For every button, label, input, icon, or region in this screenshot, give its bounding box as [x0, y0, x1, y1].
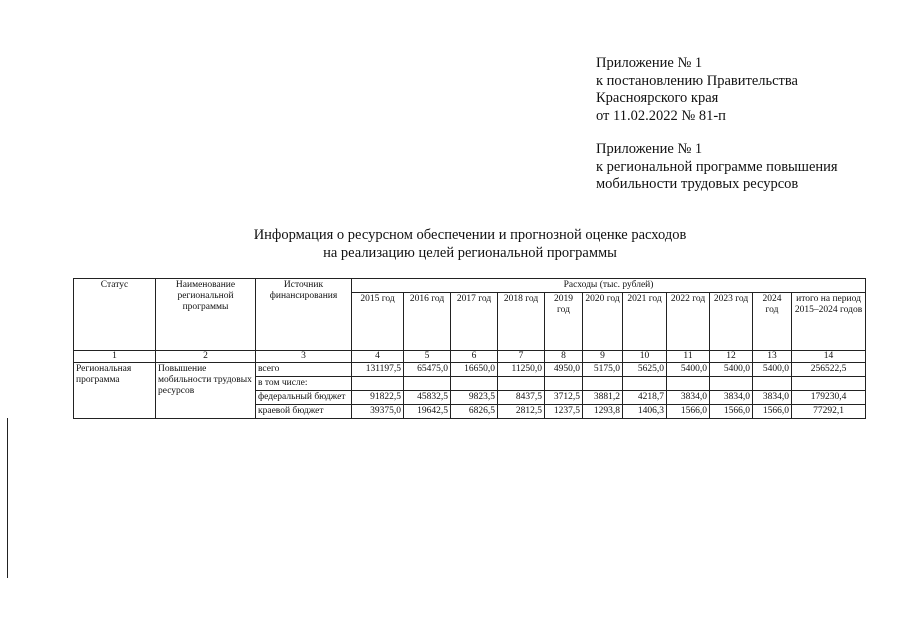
document-title-line: Информация о ресурсном обеспечении и прогнозной оценке расходов — [253, 227, 687, 243]
cell-source: краевой бюджет — [256, 405, 352, 419]
cell-value: 3834,0 — [710, 391, 753, 405]
document-title — [150, 227, 790, 262]
header-total: итого на период 2015–2024 годов — [792, 293, 866, 351]
cell-value: 11250,0 — [498, 363, 545, 377]
cell-value: 65475,0 — [404, 363, 451, 377]
column-number: 14 — [792, 351, 866, 363]
cell-total: 179230,4 — [792, 391, 866, 405]
cell-program-name: Повышение мобильности трудовых ресурсов — [156, 363, 256, 419]
cell-value — [404, 377, 451, 391]
annex-program-line: мобильности трудовых ресурсов — [596, 176, 799, 192]
cell-value: 8437,5 — [498, 391, 545, 405]
column-number: 9 — [583, 351, 623, 363]
annex-program-line: к региональной программе повышения — [596, 158, 838, 175]
header-year: 2018 год — [498, 293, 545, 351]
cell-value: 1566,0 — [753, 405, 792, 419]
header-year: 2016 год — [404, 293, 451, 351]
cell-value: 2812,5 — [498, 405, 545, 419]
cell-value — [451, 377, 498, 391]
header-year: 2024 год — [753, 293, 792, 351]
annex-program-block — [596, 141, 896, 194]
cell-value: 45832,5 — [404, 391, 451, 405]
column-number: 12 — [710, 351, 753, 363]
cell-value: 1406,3 — [623, 405, 667, 419]
header-program-name: Наименование региональной программы — [156, 279, 256, 351]
cell-value — [498, 377, 545, 391]
header-year: 2019 год — [545, 293, 583, 351]
table-header-row — [74, 279, 866, 293]
column-number: 13 — [753, 351, 792, 363]
annex-decree-line: Приложение № 1 — [596, 55, 703, 71]
cell-value: 9823,5 — [451, 391, 498, 405]
table-row-total — [74, 363, 866, 377]
header-status: Статус — [74, 279, 156, 351]
cell-value — [583, 377, 623, 391]
cell-total: 77292,1 — [792, 405, 866, 419]
cell-value: 5400,0 — [667, 363, 710, 377]
header-year: 2021 год — [623, 293, 667, 351]
resource-table — [73, 278, 866, 419]
header-year: 2023 год — [710, 293, 753, 351]
cell-value: 6826,5 — [451, 405, 498, 419]
cell-status: Региональная программа — [74, 363, 156, 419]
cell-value: 1566,0 — [667, 405, 710, 419]
cell-value: 1293,8 — [583, 405, 623, 419]
annex-decree-line: Красноярского края — [596, 90, 719, 106]
header-year: 2020 год — [583, 293, 623, 351]
scan-margin-line — [7, 418, 8, 578]
column-number: 4 — [352, 351, 404, 363]
cell-value — [667, 377, 710, 391]
cell-value — [753, 377, 792, 391]
cell-value: 131197,5 — [352, 363, 404, 377]
cell-value: 1566,0 — [710, 405, 753, 419]
cell-value: 5400,0 — [710, 363, 753, 377]
column-number: 5 — [404, 351, 451, 363]
cell-value — [710, 377, 753, 391]
cell-value: 3881,2 — [583, 391, 623, 405]
header-year: 2015 год — [352, 293, 404, 351]
cell-value: 1237,5 — [545, 405, 583, 419]
cell-value: 3712,5 — [545, 391, 583, 405]
cell-source: федеральный бюджет — [256, 391, 352, 405]
cell-total — [792, 377, 866, 391]
cell-value: 91822,5 — [352, 391, 404, 405]
cell-value: 39375,0 — [352, 405, 404, 419]
header-year: 2017 год — [451, 293, 498, 351]
header-year: 2022 год — [667, 293, 710, 351]
column-number-row — [74, 351, 866, 363]
column-number: 10 — [623, 351, 667, 363]
column-number: 2 — [156, 351, 256, 363]
cell-value: 19642,5 — [404, 405, 451, 419]
cell-value: 3834,0 — [753, 391, 792, 405]
cell-value — [545, 377, 583, 391]
column-number: 8 — [545, 351, 583, 363]
cell-source: в том числе: — [256, 377, 352, 391]
annex-decree-block — [596, 55, 896, 125]
column-number: 7 — [498, 351, 545, 363]
cell-source: всего — [256, 363, 352, 377]
cell-value: 3834,0 — [667, 391, 710, 405]
cell-value — [352, 377, 404, 391]
cell-value: 5625,0 — [623, 363, 667, 377]
annex-decree-line: от 11.02.2022 № 81-п — [596, 107, 726, 124]
cell-total: 256522,5 — [792, 363, 866, 377]
column-number: 6 — [451, 351, 498, 363]
annex-decree-line: к постановлению Правительства — [596, 72, 798, 89]
cell-value: 5175,0 — [583, 363, 623, 377]
header-source: Источник финансирования — [256, 279, 352, 351]
header-expenses: Расходы (тыс. рублей) — [352, 279, 866, 293]
column-number: 1 — [74, 351, 156, 363]
document-title-line: на реализацию целей региональной программы — [323, 244, 617, 261]
cell-value: 4950,0 — [545, 363, 583, 377]
cell-value: 16650,0 — [451, 363, 498, 377]
cell-value — [623, 377, 667, 391]
column-number: 3 — [256, 351, 352, 363]
column-number: 11 — [667, 351, 710, 363]
cell-value: 5400,0 — [753, 363, 792, 377]
annex-program-line: Приложение № 1 — [596, 141, 703, 157]
cell-value: 4218,7 — [623, 391, 667, 405]
